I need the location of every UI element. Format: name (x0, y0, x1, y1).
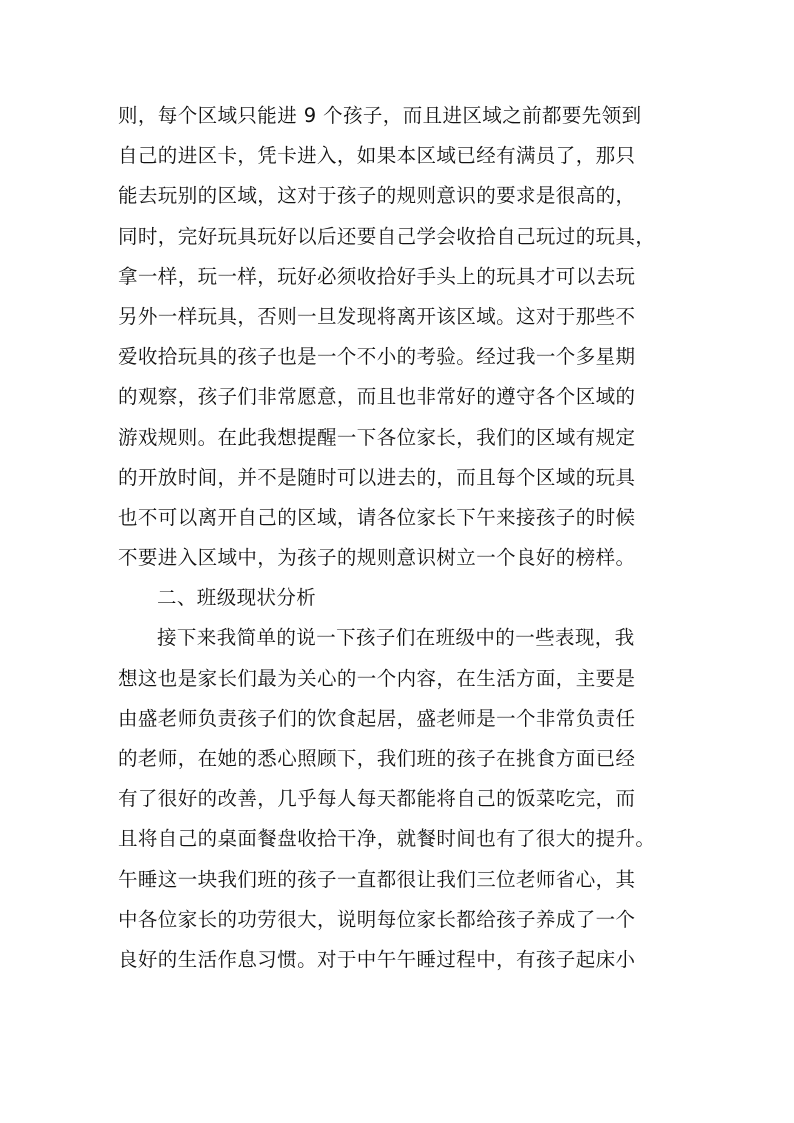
text-line: 自己的进区卡，凭卡进入，如果本区域已经有满员了，那只 (118, 144, 636, 168)
text-line: 的老师，在她的悉心照顾下，我们班的孩子在挑食方面已经 (118, 747, 636, 770)
text-line: 中各位家长的功劳很大，说明每位家长都给孩子养成了一个 (118, 907, 636, 931)
text-line: 也不可以离开自己的区域，请各位家长下午来接孩子的时候 (118, 505, 636, 529)
text-line: 另外一样玩具，否则一旦发现将离开该区域。这对于那些不 (118, 304, 636, 328)
text-line: 爱收拾玩具的孩子也是一个不小的考验。经过我一个多星期 (118, 345, 636, 369)
text-line: 则，每个区域只能进 9 个孩子，而且进区域之前都要先领到 (118, 104, 642, 127)
text-line: 能去玩别的区域，这对于孩子的规则意识的要求是很高的， (118, 184, 636, 208)
paragraph-first-line: 接下来我简单的说一下孩子们在班级中的一些表现，我 (157, 626, 635, 650)
text-line: 的观察，孩子们非常愿意，而且也非常好的遵守各个区域的 (118, 385, 636, 409)
text-line: 由盛老师负责孩子们的饮食起居，盛老师是一个非常负责任 (118, 706, 636, 730)
text-line: 且将自己的桌面餐盘收拾干净，就餐时间也有了很大的提升。 (118, 827, 656, 851)
text-line: 拿一样，玩一样，玩好必须收拾好手头上的玩具才可以去玩 (118, 264, 636, 288)
text-line: 同时，完好玩具玩好以后还要自己学会收拾自己玩过的玩具， (118, 224, 656, 248)
text-line: 想这也是家长们最为关心的一个内容，在生活方面，主要是 (118, 666, 636, 690)
body-text (118, 96, 688, 980)
text-line: 午睡这一块我们班的孩子一直都很让我们三位老师省心，其 (118, 867, 636, 891)
text-line: 的开放时间，并不是随时可以进去的，而且每个区域的玩具 (118, 465, 636, 489)
text-line: 不要进入区域中，为孩子的规则意识树立一个良好的榜样。 (118, 546, 636, 570)
text-line: 有了很好的改善，几乎每人每天都能将自己的饭菜吃完，而 (118, 787, 636, 811)
text-line: 良好的生活作息习惯。对于中午午睡过程中，有孩子起床小 (118, 947, 636, 971)
section-heading: 二、班级现状分析 (157, 586, 317, 610)
text-line: 游戏规则。在此我想提醒一下各位家长，我们的区域有规定 (118, 425, 636, 449)
